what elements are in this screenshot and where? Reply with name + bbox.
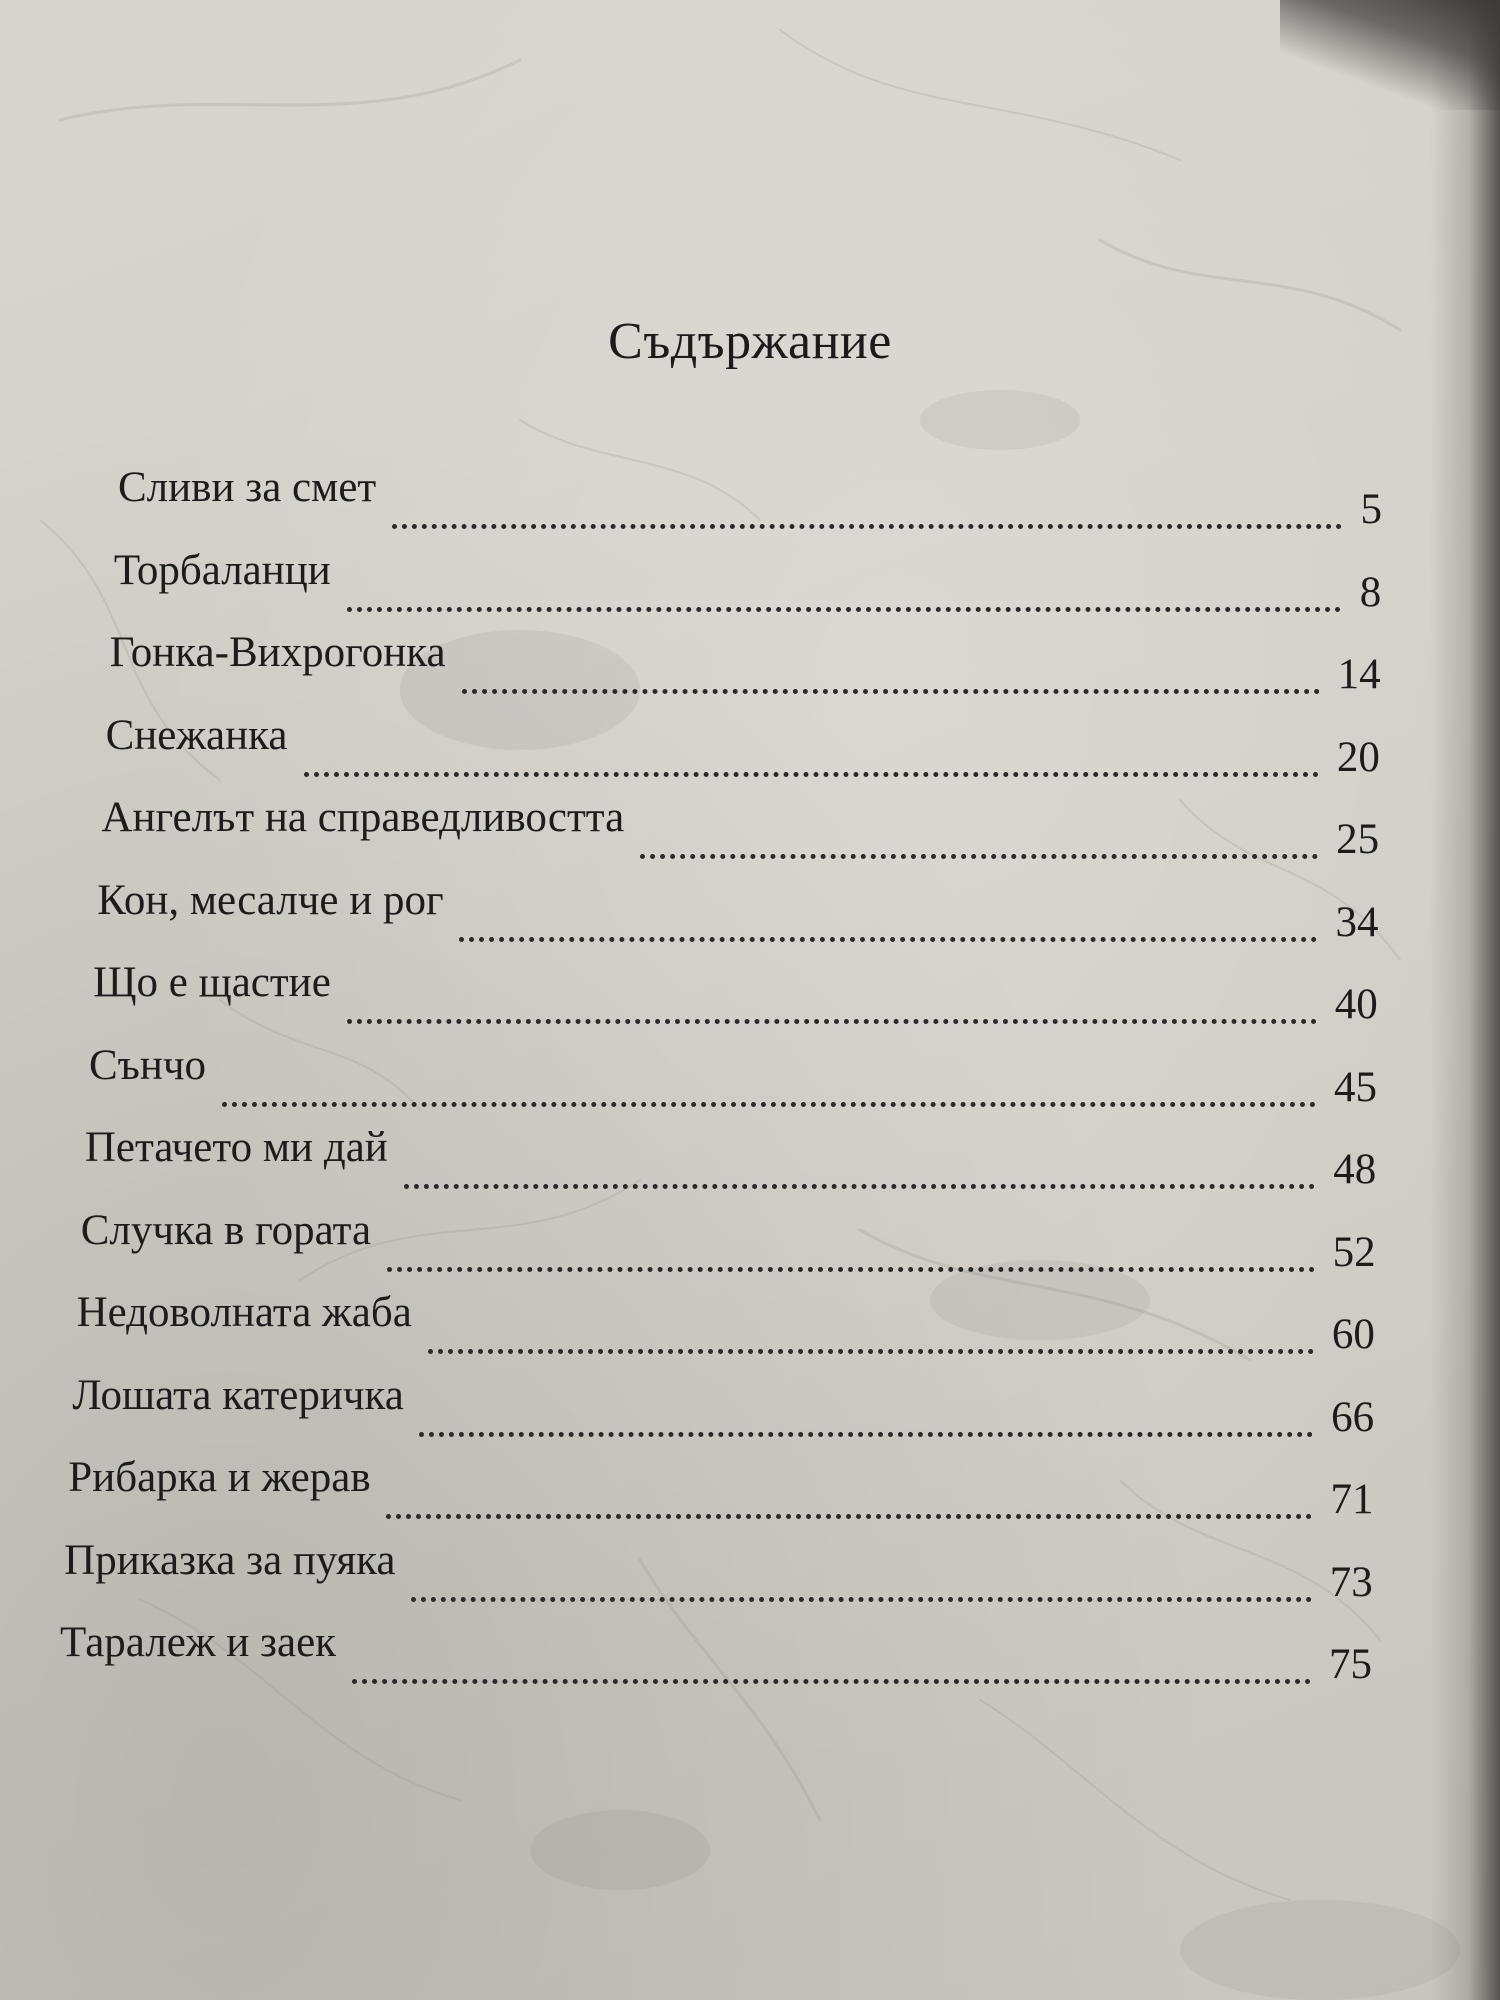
toc-entry — [60, 1617, 1372, 1688]
dot-leader — [392, 518, 1342, 529]
toc-entry-page-number: 66 — [1331, 1393, 1375, 1441]
toc-entry-title: Таралеж и заек — [60, 1619, 337, 1666]
toc-entry-page-number: 75 — [1329, 1641, 1372, 1688]
dot-leader — [459, 931, 1317, 942]
dot-leader — [404, 1178, 1315, 1189]
dot-leader — [347, 601, 1341, 612]
toc-entry — [113, 545, 1382, 616]
toc-entry-title: Лошата катеричка — [72, 1371, 404, 1419]
toc-entry — [76, 1287, 1375, 1358]
toc-entry — [101, 792, 1380, 863]
dot-leader — [419, 1426, 1313, 1437]
toc-entry — [89, 1040, 1377, 1111]
toc-entry — [68, 1452, 1374, 1523]
toc-entry — [97, 875, 1379, 946]
toc-entry-title: Недоволната жаба — [76, 1289, 412, 1336]
toc-entry-title: Ангелът на справедливостта — [101, 794, 625, 841]
dot-leader — [428, 1343, 1314, 1354]
dot-leader — [352, 1673, 1311, 1684]
dot-leader — [347, 1013, 1317, 1024]
toc-entry-page-number: 45 — [1334, 1063, 1377, 1111]
toc-entry — [93, 957, 1378, 1028]
toc-entry — [118, 462, 1382, 533]
toc-entry — [105, 710, 1380, 781]
toc-entry — [109, 627, 1381, 698]
dot-leader — [411, 1591, 1312, 1602]
toc-entry-page-number: 40 — [1334, 981, 1378, 1028]
toc-entry-title: Торбаланци — [113, 546, 331, 594]
toc-entry-title: Снежанка — [105, 711, 288, 759]
toc-entry-page-number: 8 — [1359, 568, 1382, 616]
toc-entry-page-number: 52 — [1332, 1228, 1376, 1276]
dot-leader — [222, 1096, 1316, 1107]
dot-leader — [640, 848, 1318, 859]
toc-entry-page-number: 48 — [1333, 1146, 1377, 1193]
toc-entry — [64, 1535, 1373, 1606]
toc-entry — [80, 1205, 1376, 1276]
dot-leader — [462, 683, 1320, 694]
toc-entry — [84, 1122, 1377, 1193]
toc-entry-title: Рибарка и жерав — [68, 1454, 371, 1501]
toc-entry-title: Петачето ми дай — [84, 1124, 388, 1171]
toc-entry-title: Гонка-Вихрогонка — [109, 629, 446, 676]
toc-entry-title: Сливи за смет — [118, 464, 377, 511]
dot-leader — [304, 766, 1319, 777]
dot-leader — [386, 1508, 1312, 1519]
toc-entry-page-number: 60 — [1331, 1311, 1375, 1358]
toc-entry-page-number: 25 — [1336, 816, 1380, 863]
toc-entry-title: Приказка за пуяка — [64, 1536, 396, 1584]
toc-entry-title: Кон, месалче и рог — [97, 876, 444, 924]
toc-entry-title: Случка в гората — [80, 1206, 372, 1254]
dot-leader — [387, 1261, 1315, 1272]
toc-entry-page-number: 71 — [1330, 1476, 1374, 1523]
toc-entry — [72, 1370, 1375, 1441]
toc-entry-page-number: 34 — [1335, 898, 1379, 946]
toc-entry-title: Що е щастие — [93, 959, 331, 1006]
toc-entry-title: Сънчо — [89, 1041, 207, 1089]
toc-entry-page-number: 14 — [1337, 651, 1381, 698]
toc-entry-page-number: 5 — [1360, 486, 1382, 533]
toc-entry-page-number: 20 — [1336, 733, 1380, 781]
toc-entry-page-number: 73 — [1329, 1558, 1373, 1606]
page-title: Съдържание — [608, 313, 892, 370]
